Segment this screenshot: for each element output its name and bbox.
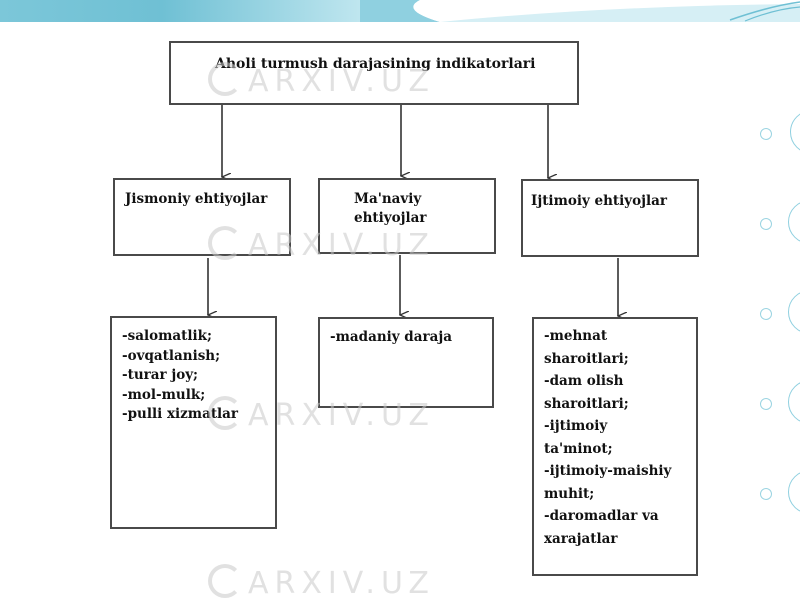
list-item: -salomatlik; bbox=[122, 328, 212, 344]
list-item: -madaniy daraja bbox=[330, 329, 452, 345]
list-item: sharoitlari; bbox=[544, 350, 629, 367]
list-item: -daromadlar va bbox=[544, 508, 659, 524]
watermark-logo bbox=[208, 564, 242, 598]
watermark-logo bbox=[208, 62, 242, 96]
list-item: -ijtimoiy-maishiy bbox=[544, 463, 672, 479]
list-item: -pulli xizmatlar bbox=[122, 406, 239, 422]
detail-box-social bbox=[532, 317, 698, 576]
list-item: -turar joy; bbox=[122, 367, 199, 383]
list-item: -ijtimoiy bbox=[544, 418, 608, 434]
category-label: ehtiyojlar bbox=[354, 210, 427, 226]
category-label: Ijtimoiy ehtiyojlar bbox=[531, 193, 668, 209]
category-box-social bbox=[521, 179, 699, 257]
list-item: xarajatlar bbox=[544, 530, 618, 547]
category-label: Ma'naviy bbox=[354, 191, 422, 207]
list-item: -mehnat bbox=[544, 328, 608, 344]
watermark-logo bbox=[208, 226, 242, 260]
title-text: Aholi turmush darajasining indikatorlari bbox=[215, 56, 536, 72]
list-item: ta'minot; bbox=[544, 440, 613, 457]
watermark-text: ARXIV.UZ bbox=[248, 228, 435, 263]
list-item: -dam olish bbox=[544, 373, 624, 389]
list-item: -mol-mulk; bbox=[122, 386, 206, 403]
detail-box-spiritual bbox=[318, 317, 494, 408]
watermark-logo bbox=[208, 396, 242, 430]
list-item: sharoitlari; bbox=[544, 395, 629, 412]
list-item: muhit; bbox=[544, 485, 595, 502]
category-label: Jismoniy ehtiyojlar bbox=[125, 191, 268, 207]
list-item: -ovqatlanish; bbox=[122, 347, 221, 364]
watermark-text: ARXIV.UZ bbox=[248, 64, 435, 99]
watermark-text: ARXIV.UZ bbox=[248, 566, 435, 601]
watermark-text: ARXIV.UZ bbox=[248, 398, 435, 433]
